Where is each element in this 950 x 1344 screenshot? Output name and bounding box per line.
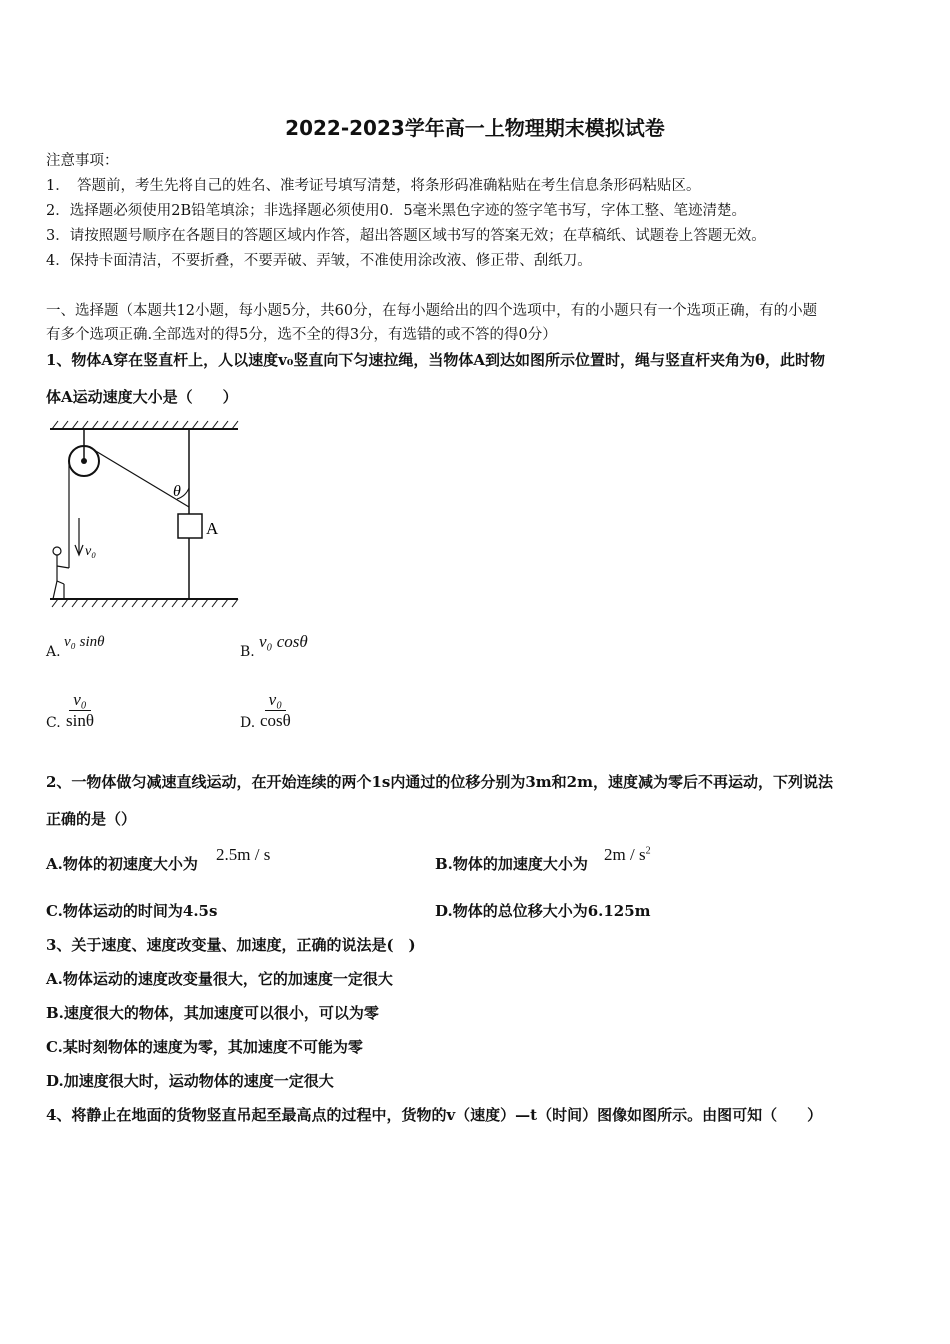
ceiling-hatch xyxy=(50,421,238,429)
q1-option-a-label: A. xyxy=(46,644,61,660)
q2-option-b-value xyxy=(604,845,651,865)
q2-stem-line-2: 正确的是（） xyxy=(46,810,137,828)
page-title: 2022-2023学年高一上物理期末模拟试卷 xyxy=(285,116,665,140)
person-figure xyxy=(53,547,69,599)
q1-stem-line-2: 体A运动速度大小是（ ） xyxy=(46,388,238,406)
q2-option-a-value: 2.5m / s xyxy=(216,845,271,864)
notice-heading: 注意事项： xyxy=(46,153,119,169)
q1-option-d-fraction xyxy=(256,690,295,731)
q1-option-d-label: D. xyxy=(240,715,256,731)
q1-option-b-label: B. xyxy=(240,644,255,660)
notice-item-2: 2．选择题必须使用2B铅笔填涂；非选择题必须使用0．5毫米黑色字迹的签字笔书写，字体工整、笔迹清楚。 xyxy=(46,203,747,219)
pulley-figure xyxy=(44,418,244,610)
q3-stem: 3、关于速度、速度改变量、加速度，正确的说法是( ) xyxy=(46,936,416,954)
q1-option-a-expr: v₀ sinθ xyxy=(64,634,105,650)
q1-option-c-num: v₀ xyxy=(69,690,90,711)
q2-option-c: C.物体运动的时间为4.5s xyxy=(46,902,218,920)
notice-item-1: 1． 答题前，考生先将自己的姓名、准考证号填写清楚，将条形码准确粘贴在考生信息条形码粘贴区。 xyxy=(46,178,701,194)
q1-option-c-fraction xyxy=(62,690,98,731)
q3-option-d: D.加速度很大时，运动物体的速度一定很大 xyxy=(46,1072,334,1090)
q2-option-d: D.物体的总位移大小为6.125m xyxy=(435,902,651,920)
q2-option-a: A.物体的初速度大小为 xyxy=(46,855,198,873)
q1-option-c-den: sinθ xyxy=(66,711,94,730)
theta-label: θ xyxy=(173,483,181,500)
section-instructions-line-2: 有多个选项正确.全部选对的得5分，选不全的得3分，有选错的或不答的得0分） xyxy=(46,327,557,343)
q2-option-b-unit: 2m / s xyxy=(604,845,646,864)
q3-option-c: C.某时刻物体的速度为零，其加速度不可能为零 xyxy=(46,1038,363,1056)
section-instructions-line-1: 一、选择题（本题共12小题，每小题5分，共60分，在每小题给出的四个选项中，有的小题只有一个选项正确，有的小题 xyxy=(46,303,818,319)
q2-option-b: B.物体的加速度大小为 xyxy=(435,855,588,873)
block-a xyxy=(178,514,202,538)
q1-option-d-den: cosθ xyxy=(260,711,291,730)
q4-stem: 4、将静止在地面的货物竖直吊起至最高点的过程中，货物的v（速度）—t（时间）图像如图所示。由图可知（ ） xyxy=(46,1106,823,1124)
q1-option-b-expr: v₀ cosθ xyxy=(259,632,308,651)
notice-item-4: 4．保持卡面清洁，不要折叠，不要弄破、弄皱，不准使用涂改液、修正带、刮纸刀。 xyxy=(46,253,592,269)
ground-hatch xyxy=(50,599,238,607)
q3-option-b: B.速度很大的物体，其加速度可以很小，可以为零 xyxy=(46,1004,379,1022)
block-label: A xyxy=(206,519,219,538)
notice-item-3: 3．请按照题号顺序在各题目的答题区域内作答，超出答题区域书写的答案无效；在草稿纸、试题卷上答题无效。 xyxy=(46,228,766,244)
velocity-label: v₀ xyxy=(85,544,97,559)
q3-option-a: A.物体运动的速度改变量很大，它的加速度一定很大 xyxy=(46,970,393,988)
q1-option-d-num: v₀ xyxy=(265,690,286,711)
q2-option-b-exponent: 2 xyxy=(645,845,651,857)
q2-stem-line-1: 2、一物体做匀减速直线运动，在开始连续的两个1s内通过的位移分别为3m和2m，速度减为零后不再运动，下列说法 xyxy=(46,773,833,791)
q1-option-c-label: C. xyxy=(46,715,61,731)
q1-stem-line-1: 1、物体A穿在竖直杆上，人以速度v₀竖直向下匀速拉绳，当物体A到达如图所示位置时，绳与竖直杆夹角为θ，此时物 xyxy=(46,351,826,369)
